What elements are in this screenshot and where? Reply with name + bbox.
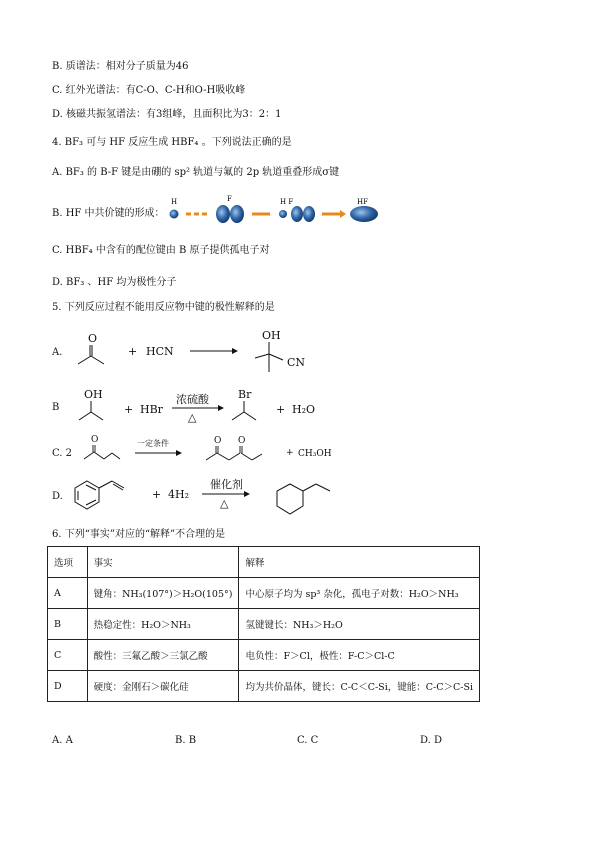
hf-molecule-label: HF xyxy=(357,198,368,206)
q5-option-c xyxy=(52,435,332,460)
q4-option-c: C. HBF₄ 中含有的配位键由 B 原子提供孤电子对 xyxy=(52,245,270,256)
svg-text:D.: D. xyxy=(52,491,63,502)
svg-text:C. 2: C. 2 xyxy=(52,448,73,459)
q4-option-a: A. BF₃ 的 B-F 键是由硼的 sp² 轨道与氟的 2p 轨道重叠形成σ键 xyxy=(52,167,340,178)
table-row xyxy=(48,578,480,609)
f-orbital-lobe-1 xyxy=(216,205,230,223)
answer-choice-b[interactable]: B. B xyxy=(175,735,197,746)
hf-bond-orbital xyxy=(350,206,378,222)
f-orbital-lobe-2 xyxy=(230,205,244,223)
svg-text:Br: Br xyxy=(238,388,252,401)
svg-text:催化剂: 催化剂 xyxy=(210,478,243,491)
header-fact: 事实 xyxy=(87,547,239,578)
row-b-option: B xyxy=(48,609,88,640)
row-c-explanation: 电负性：F＞Cl，极性：F-C＞Cl-C xyxy=(239,640,480,671)
table-row xyxy=(48,640,480,671)
option-b-mass-spec: B. 质谱法：相对分子质量为46 xyxy=(52,61,189,72)
row-c-option: C xyxy=(48,640,88,671)
svg-text:△: △ xyxy=(188,411,197,424)
svg-text:H₂O: H₂O xyxy=(292,403,316,416)
header-explanation: 解释 xyxy=(239,547,480,578)
question-4-stem: 4. BF₃ 可与 HF 反应生成 HBF₄ 。下列说法正确的是 xyxy=(52,137,292,148)
table-row xyxy=(48,609,480,640)
svg-text:O: O xyxy=(238,436,246,446)
svg-text:+: + xyxy=(128,345,138,358)
svg-text:+: + xyxy=(276,403,286,416)
row-a-option: A xyxy=(48,578,88,609)
svg-text:浓硫酸: 浓硫酸 xyxy=(176,393,209,406)
f-atom-label: F xyxy=(227,195,232,203)
h-orbital xyxy=(170,210,179,219)
q5-option-d xyxy=(52,477,330,514)
question-6-stem: 6. 下列“事实”对应的“解释”不合理的是 xyxy=(52,529,226,540)
row-d-explanation: 均为共价晶体，键长：C-C＜C-Si，键能：C-C＞C-Si xyxy=(239,671,480,702)
question-5-stem: 5. 下列反应过程不能用反应物中键的极性解释的是 xyxy=(52,302,275,313)
q6-table xyxy=(47,546,480,702)
row-b-fact: 热稳定性：H₂O＞NH₃ xyxy=(87,609,239,640)
row-d-option: D xyxy=(48,671,88,702)
svg-text:CH₃OH: CH₃OH xyxy=(298,449,332,459)
svg-text:O: O xyxy=(91,435,99,445)
row-c-fact: 酸性：三氟乙酸＞三氯乙酸 xyxy=(87,640,239,671)
svg-text:OH: OH xyxy=(84,388,103,401)
svg-text:+: + xyxy=(124,403,134,416)
hf-orbital-diagram xyxy=(170,195,379,223)
svg-text:HCN: HCN xyxy=(146,345,174,358)
cyclohexane-ring xyxy=(277,484,303,514)
svg-text:OH: OH xyxy=(262,329,281,342)
row-b-explanation: 氢键键长：NH₃＞H₂O xyxy=(239,609,480,640)
q5-option-b xyxy=(52,388,315,424)
svg-text:CN: CN xyxy=(287,356,306,369)
header-option: 选项 xyxy=(48,547,88,578)
hf-pair-label: H F xyxy=(280,198,294,206)
svg-text:O: O xyxy=(214,436,222,446)
h-orbital-2 xyxy=(279,210,287,218)
svg-text:一定条件: 一定条件 xyxy=(137,439,169,448)
option-d-nmr: D. 核磁共振氢谱法：有3组峰，且面积比为3：2：1 xyxy=(52,109,282,120)
answer-choice-d[interactable]: D. D xyxy=(420,735,443,746)
svg-text:B: B xyxy=(52,402,60,413)
row-d-fact: 硬度：金刚石＞碳化硅 xyxy=(87,671,239,702)
answer-choice-c[interactable]: C. C xyxy=(297,735,319,746)
q4-option-d: D. BF₃ 、HF 均为极性分子 xyxy=(52,277,177,288)
svg-text:O: O xyxy=(88,332,98,345)
svg-text:△: △ xyxy=(220,497,229,510)
f-orbital-2a xyxy=(291,206,303,222)
svg-text:+: + xyxy=(152,488,162,501)
f-orbital-2b xyxy=(303,206,315,222)
table-header-row xyxy=(48,547,480,578)
q4-option-b: B. HF 中共价键的形成： xyxy=(52,208,165,219)
option-c-ir: C. 红外光谱法：有C-O、C-H和O-H吸收峰 xyxy=(52,85,246,96)
row-a-fact: 键角：NH₃(107°)＞H₂O(105°) xyxy=(87,578,239,609)
h-atom-label: H xyxy=(171,198,178,206)
row-a-explanation: 中心原子均为 sp³ 杂化，孤电子对数：H₂O＞NH₃ xyxy=(239,578,480,609)
svg-text:+: + xyxy=(286,448,294,458)
table-row xyxy=(48,671,480,702)
svg-text:4H₂: 4H₂ xyxy=(168,488,190,501)
q5-option-a xyxy=(51,329,305,372)
svg-text:HBr: HBr xyxy=(140,403,163,416)
svg-text:A.: A. xyxy=(52,347,63,358)
answer-choice-a[interactable]: A. A xyxy=(52,735,73,746)
